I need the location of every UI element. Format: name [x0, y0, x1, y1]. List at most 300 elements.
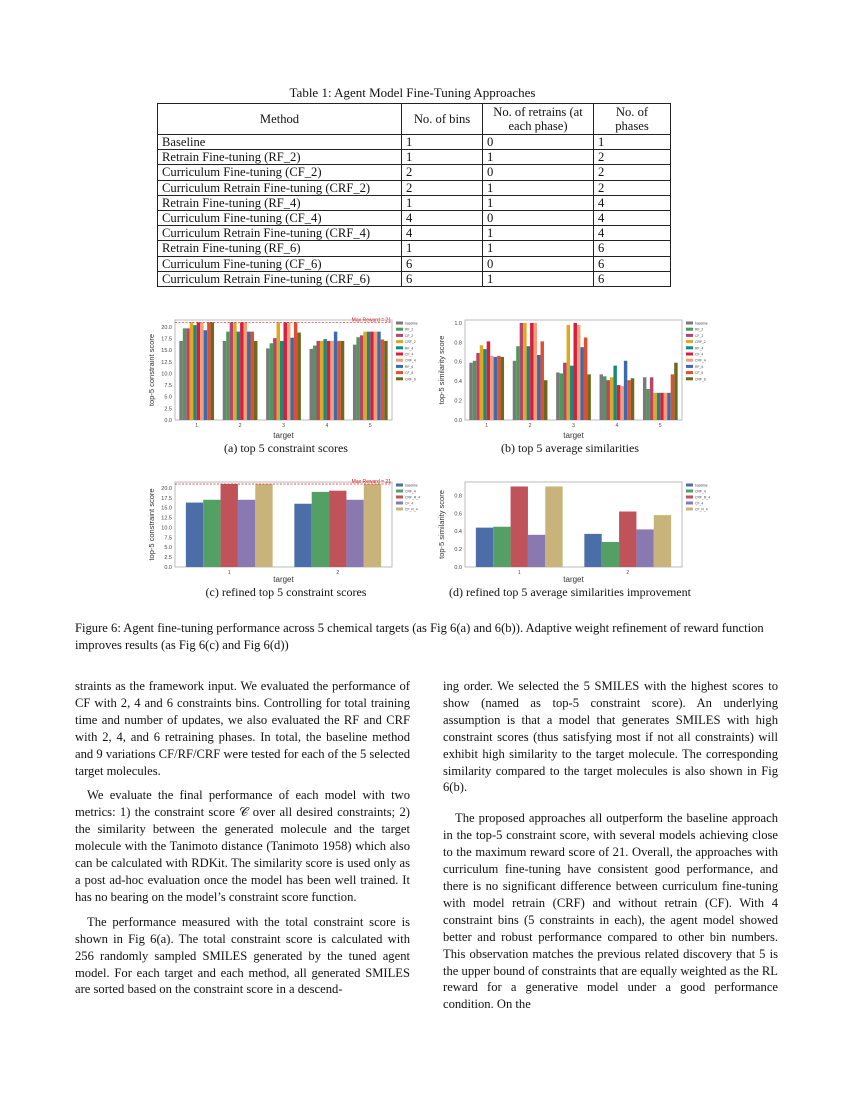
bar-CF_6-target-4	[627, 380, 630, 420]
y-axis-label: top-5 similarity score	[437, 490, 446, 559]
y-tick-label: 0.0	[454, 565, 462, 571]
legend-label: CF_4	[405, 501, 414, 506]
legend-swatch	[396, 353, 403, 356]
table-cell: 1	[483, 150, 594, 165]
table-cell: 1	[483, 226, 594, 241]
bar-CF_6-target-5	[671, 374, 674, 420]
bar-CF_4-target-2	[636, 529, 653, 567]
y-tick-label: 2.5	[164, 555, 172, 562]
chart-c-refined-constraint	[140, 474, 430, 586]
y-tick-label: 10.0	[161, 525, 172, 532]
table-cell: 0	[483, 211, 594, 226]
subcaption-d: (d) refined top 5 average similarities improvement	[449, 585, 691, 599]
x-tick-label: 2	[238, 423, 242, 429]
legend-swatch	[686, 346, 693, 349]
bar-CF_2-target-2	[520, 323, 523, 420]
y-tick-label: 5.0	[164, 545, 172, 552]
legend-label: baseline	[405, 321, 418, 326]
legend-swatch	[686, 484, 693, 487]
table-cell: 2	[594, 150, 671, 165]
bar-RF_2-target-3	[560, 373, 563, 420]
table-row	[158, 150, 671, 165]
table-cell: 1	[402, 241, 483, 256]
chart-a-constraint-scores	[140, 312, 430, 447]
table-cell: Baseline	[158, 135, 402, 150]
bar-CRF_R_4-target-2	[619, 512, 636, 567]
legend-label: RF_6	[405, 364, 414, 369]
table-cell: 4	[594, 211, 671, 226]
paragraph: straints as the framework input. We evaluated the performance of CF with 2, 4 and 6 constraints bins. Controlling for total training time and number of updates, we also evaluated the RF and CRF with 2, 4, and 6 retraining phases. In total, the baseline method and 9 variations CF/RF/CRF were tested for each of the 5 selected target molecules.	[75, 679, 410, 778]
bar-RF_6-target-3	[580, 347, 583, 420]
y-tick-label: 2.5	[164, 406, 172, 413]
bar-RF_4-target-5	[367, 332, 370, 420]
legend-swatch	[396, 508, 403, 511]
max-reward-label: Max Reward = 21	[351, 478, 391, 485]
legend-swatch	[396, 484, 403, 487]
bar-CF_4-target-3	[284, 322, 287, 420]
table-cell: Curriculum Fine-tuning (CF_4)	[158, 211, 402, 226]
bar-baseline-target-2	[223, 341, 226, 420]
legend-label: CF_6	[695, 371, 704, 376]
bar-RF_2-target-4	[313, 346, 316, 420]
legend-label: CF_R_4	[695, 507, 708, 512]
table-cell: 1	[402, 195, 483, 210]
left-column	[75, 678, 410, 1006]
table-cell: Curriculum Retrain Fine-tuning (CRF_4)	[158, 226, 402, 241]
y-tick-label: 0.8	[454, 340, 462, 347]
bar-baseline-target-1	[476, 528, 493, 567]
table-row	[158, 211, 671, 226]
legend-swatch	[686, 490, 693, 493]
bar-CF_2-target-1	[476, 353, 479, 420]
legend-label: CF_4	[405, 352, 414, 357]
bar-baseline-target-5	[353, 345, 356, 420]
bar-RF_6-target-1	[494, 357, 497, 420]
bar-CF_4-target-5	[370, 332, 373, 420]
legend-swatch	[686, 365, 693, 368]
legend-swatch	[686, 328, 693, 331]
y-axis-label: top-5 constraint score	[147, 488, 156, 561]
bar-CF_4-target-1	[197, 322, 200, 420]
legend-swatch	[396, 322, 403, 325]
table-cell: Curriculum Retrain Fine-tuning (CRF_2)	[158, 180, 402, 195]
bar-CRF_2-target-5	[653, 393, 656, 420]
legend-swatch	[686, 508, 693, 511]
legend-label: CRF_4	[405, 358, 416, 363]
legend-swatch	[396, 359, 403, 362]
bar-CRF_4-target-1	[200, 322, 203, 420]
figure-caption: Figure 6: Agent fine-tuning performance across 5 chemical targets (as Fig 6(a) and 6(b)). Adaptive weight refinement of reward function improves results (as Fig 6(c) and Fig 6(d))	[75, 621, 764, 652]
bar-RF_6-target-2	[247, 332, 250, 420]
bar-CRF_6-target-4	[631, 378, 634, 420]
bar-CF_R_4-target-2	[364, 484, 381, 567]
bar-RF_2-target-1	[183, 328, 186, 420]
header-phases: No. of phases	[594, 104, 671, 135]
bar-CF_R_4-target-2	[654, 515, 671, 567]
table-cell: 1	[594, 135, 671, 150]
table-row	[158, 241, 671, 256]
bar-CRF_4-target-5	[374, 332, 377, 420]
bar-RF_6-target-4	[334, 332, 337, 420]
y-tick-label: 0.6	[454, 511, 462, 518]
bar-CRF_6-target-2	[544, 380, 547, 420]
y-tick-label: 0.4	[454, 529, 462, 536]
subcaption-b: (b) top 5 average similarities	[501, 441, 639, 455]
legend-label: CF_6	[405, 371, 414, 376]
bar-CRF_4-target-2	[602, 542, 619, 567]
table-cell: 1	[483, 271, 594, 286]
table-cell: Curriculum Fine-tuning (CF_6)	[158, 256, 402, 271]
bar-CF_2-target-3	[563, 363, 566, 420]
bar-CF_4-target-2	[530, 323, 533, 420]
table-cell: 6	[402, 271, 483, 286]
y-tick-label: 20.0	[161, 485, 172, 492]
y-tick-label: 12.5	[161, 515, 172, 522]
legend-swatch	[396, 365, 403, 368]
bar-CRF_4-target-3	[287, 322, 290, 420]
bar-CRF_4-target-4	[330, 341, 333, 420]
table-cell: Curriculum Fine-tuning (CF_2)	[158, 165, 402, 180]
y-tick-label: 7.5	[164, 535, 172, 542]
y-tick-label: 0.6	[454, 359, 462, 366]
legend-swatch	[396, 340, 403, 343]
bar-RF_2-target-2	[516, 346, 519, 420]
bar-CF_4-target-5	[660, 393, 663, 420]
bar-CRF_6-target-2	[254, 341, 257, 420]
chart-d-refined-similarity	[430, 474, 720, 586]
bar-CRF_2-target-2	[523, 323, 526, 420]
table-cell: 2	[402, 180, 483, 195]
table-cell: 6	[594, 271, 671, 286]
bar-CF_6-target-3	[294, 322, 297, 420]
bar-CF_2-target-5	[360, 335, 363, 420]
chart-b-similarities	[430, 312, 720, 447]
y-tick-label: 5.0	[164, 394, 172, 401]
bar-CRF_R_4-target-1	[221, 484, 238, 567]
table-cell: 2	[594, 165, 671, 180]
table-cell: Retrain Fine-tuning (RF_4)	[158, 195, 402, 210]
bar-CRF_R_4-target-2	[329, 491, 346, 567]
legend-swatch	[686, 359, 693, 362]
table-cell: 1	[483, 195, 594, 210]
header-method: Method	[158, 104, 402, 135]
bar-CRF_2-target-3	[567, 325, 570, 420]
y-tick-label: 15.0	[161, 505, 172, 512]
y-tick-label: 12.5	[161, 359, 172, 366]
legend-swatch	[686, 496, 693, 499]
legend-swatch	[686, 322, 693, 325]
x-axis-label: target	[273, 431, 294, 440]
x-tick-label: 1	[195, 423, 199, 429]
bar-CRF_4-target-2	[534, 323, 537, 420]
bar-CRF_6-target-3	[587, 374, 590, 420]
bar-RF_6-target-1	[204, 330, 207, 420]
bar-CRF_4-target-1	[493, 527, 510, 567]
bar-RF_4-target-2	[527, 346, 530, 420]
legend-label: CRF_2	[695, 340, 706, 345]
paragraph: We evaluate the final performance of each model with two metrics: 1) the constraint score 𝒞 over all desired constraints; 2) the similarity between the generated molecule and the target molecule with the Tanimoto distance (Tanimoto 1958) which also can be calculated with RDKit. The similarity score is used only as a post ad-hoc evaluation once the model has been well trained. It has no bearing on the model’s constraint score function.	[75, 788, 410, 904]
y-tick-label: 17.5	[161, 336, 172, 343]
legend-swatch	[396, 371, 403, 374]
y-tick-label: 15.0	[161, 348, 172, 355]
bar-RF_4-target-3	[570, 366, 573, 420]
legend-label: baseline	[405, 483, 418, 488]
legend-label: RF_4	[695, 346, 704, 351]
paragraph: ing order. We selected the 5 SMILES with the highest scores to show (named as top-5 constraint score). An underlying assumption is that a model that generates SMILES with high constraint scores (thus satisfying most if not all constraints) will exhibit high similarity to the target molecule. The corresponding similarity compared to the target molecules is also shown in Fig 6(b).	[443, 679, 778, 795]
paragraph: The proposed approaches all outperform the baseline approach in the top-5 constraint score, with several models achieving close to the maximum reward score of 21. Overall, the approaches with curriculum fine-tuning have consistent good performance, and there is no significant difference between curriculum fine-tuning with model retrain (CRF) and without retrain (CF). With 4 constraint bins (5 constraints in each), the agent model showed better and robust performance compared to other bin numbers. This observation matches the previous related discovery that 5 is the upper bound of constraints that are equally weighted as the RL reward for a generative model under a good performance condition. On the	[443, 811, 778, 1012]
y-tick-label: 0.8	[454, 493, 462, 500]
bar-RF_4-target-3	[280, 341, 283, 420]
y-axis-label: top-5 constraint score	[147, 333, 156, 407]
legend-label: CF_4	[695, 501, 704, 506]
table-cell: Retrain Fine-tuning (RF_2)	[158, 150, 402, 165]
bar-CF_2-target-4	[606, 380, 609, 420]
legend-label: CRF_4	[695, 358, 706, 363]
x-tick-label: 3	[572, 423, 575, 429]
y-axis-label: top-5 similarity score	[437, 335, 446, 405]
table-cell: 1	[402, 135, 483, 150]
bar-CRF_6-target-1	[501, 357, 504, 420]
bar-CF_6-target-2	[541, 341, 544, 420]
legend-label: RF_4	[405, 346, 414, 351]
legend-swatch	[396, 334, 403, 337]
bar-baseline-target-3	[556, 372, 559, 420]
bar-baseline-target-2	[513, 361, 516, 420]
bar-CF_4-target-1	[487, 341, 490, 420]
bar-CF_2-target-2	[230, 322, 233, 420]
legend-swatch	[396, 377, 403, 380]
bar-CRF_4-target-1	[203, 500, 220, 567]
bar-CRF_2-target-5	[363, 332, 366, 420]
bar-RF_6-target-5	[377, 332, 380, 420]
bar-CF_4-target-4	[327, 341, 330, 420]
table-cell: 6	[594, 241, 671, 256]
table-cell: 0	[483, 135, 594, 150]
table-cell: Curriculum Retrain Fine-tuning (CRF_6)	[158, 271, 402, 286]
x-tick-label: 2	[528, 423, 532, 429]
bar-baseline-target-3	[266, 348, 269, 420]
legend-swatch	[686, 334, 693, 337]
bar-CRF_6-target-5	[674, 363, 677, 420]
x-tick-label: 5	[368, 423, 372, 429]
legend-label: CRF_6	[405, 377, 416, 382]
y-tick-label: 0.0	[164, 418, 172, 424]
bar-CF_R_4-target-1	[255, 484, 272, 567]
bar-CF_6-target-1	[497, 356, 500, 420]
bar-CF_4-target-1	[528, 535, 545, 567]
bar-CRF_4-target-3	[577, 325, 580, 420]
bar-CF_2-target-5	[650, 377, 653, 420]
bar-CF_6-target-5	[381, 340, 384, 420]
header-retrains: No. of retrains (at each phase)	[483, 104, 594, 135]
bar-CF_4-target-2	[346, 500, 363, 567]
bar-RF_4-target-1	[483, 349, 486, 420]
bar-RF_4-target-5	[657, 393, 660, 420]
x-axis-label: target	[273, 575, 294, 584]
legend-swatch	[686, 377, 693, 380]
legend-swatch	[396, 502, 403, 505]
legend-label: CF_2	[405, 333, 414, 338]
bar-CRF_4-target-1	[490, 356, 493, 420]
legend-label: CF_4	[695, 352, 704, 357]
y-tick-label: 7.5	[164, 383, 172, 390]
bar-baseline-target-5	[643, 377, 646, 420]
bar-RF_4-target-4	[613, 366, 616, 420]
bar-CF_6-target-3	[584, 337, 587, 420]
bar-CRF_2-target-1	[190, 322, 193, 420]
legend-swatch	[686, 353, 693, 356]
bar-CRF_4-target-2	[244, 322, 247, 420]
legend-label: RF_6	[695, 364, 704, 369]
legend-label: CRF_2	[405, 340, 416, 345]
table-cell: 0	[483, 165, 594, 180]
bar-CF_4-target-3	[574, 323, 577, 420]
legend-swatch	[396, 496, 403, 499]
x-axis-label: target	[563, 431, 584, 440]
bar-CF_6-target-2	[251, 332, 254, 420]
bar-RF_4-target-1	[193, 325, 196, 420]
legend-label: CRF_6	[695, 377, 706, 382]
bar-CF_4-target-4	[617, 385, 620, 420]
bar-CRF_4-target-2	[312, 492, 329, 567]
y-tick-label: 20.0	[161, 324, 172, 331]
bar-CRF_2-target-1	[480, 345, 483, 420]
bar-CF_2-target-1	[186, 328, 189, 420]
table-row	[158, 180, 671, 195]
table-cell: 2	[402, 165, 483, 180]
table-row	[158, 226, 671, 241]
table-cell: 1	[402, 150, 483, 165]
legend-label: CRF_4	[695, 489, 706, 494]
legend-swatch	[396, 328, 403, 331]
bar-baseline-target-4	[310, 349, 313, 420]
legend-swatch	[686, 371, 693, 374]
table-row	[158, 256, 671, 271]
legend-label: baseline	[695, 321, 708, 326]
bar-RF_2-target-5	[356, 337, 359, 420]
table-cell: 6	[594, 256, 671, 271]
legend-label: RF_2	[405, 327, 414, 332]
bar-CF_R_4-target-1	[545, 486, 562, 567]
bar-baseline-target-2	[294, 504, 311, 567]
y-tick-label: 0.2	[454, 398, 462, 405]
legend-label: CRF_4	[405, 489, 416, 494]
y-tick-label: 0.0	[454, 418, 462, 424]
max-reward-label: Max Reward = 21	[351, 317, 391, 324]
y-tick-label: 1.0	[454, 320, 462, 327]
bar-RF_6-target-5	[667, 393, 670, 420]
y-tick-label: 0.0	[164, 565, 172, 571]
legend-swatch	[686, 340, 693, 343]
bar-RF_2-target-2	[226, 332, 229, 420]
fine-tuning-table	[157, 103, 671, 287]
bar-RF_6-target-3	[290, 338, 293, 420]
table-cell: 1	[483, 241, 594, 256]
legend-label: CF_2	[695, 333, 704, 338]
bar-CRF_2-target-4	[320, 341, 323, 420]
bar-CRF_6-target-4	[341, 341, 344, 420]
table-cell: 1	[483, 180, 594, 195]
bar-CF_2-target-3	[273, 338, 276, 420]
legend-label: RF_2	[695, 327, 704, 332]
bar-baseline-target-1	[469, 363, 472, 420]
table-row	[158, 195, 671, 210]
bar-CRF_2-target-3	[277, 322, 280, 420]
x-tick-label: 3	[282, 423, 285, 429]
table-cell: 2	[594, 180, 671, 195]
table-row	[158, 165, 671, 180]
legend-swatch	[686, 502, 693, 505]
header-bins: No. of bins	[402, 104, 483, 135]
bar-CRF_4-target-4	[620, 386, 623, 420]
bar-RF_2-target-3	[270, 343, 273, 420]
y-tick-label: 17.5	[161, 495, 172, 502]
paragraph: The performance measured with the total constraint score is shown in Fig 6(a). The total constraint score is calculated with 256 randomly sampled SMILES generated by the tuned agent model. For each target and each method, all generated SMILES are sorted based on the constraint score in a descend-	[75, 914, 410, 997]
bar-CRF_4-target-5	[664, 393, 667, 420]
x-tick-label: 2	[626, 570, 630, 576]
right-column	[443, 678, 778, 1021]
bar-CRF_2-target-2	[233, 322, 236, 420]
bar-CRF_R_4-target-1	[511, 486, 528, 567]
bar-CRF_6-target-1	[211, 322, 214, 420]
y-tick-label: 0.4	[454, 379, 462, 386]
bar-CRF_6-target-5	[384, 341, 387, 420]
x-axis-label: target	[563, 575, 584, 584]
x-tick-label: 1	[485, 423, 489, 429]
table-cell: 0	[483, 256, 594, 271]
bar-RF_6-target-2	[537, 355, 540, 420]
table-cell: Retrain Fine-tuning (RF_6)	[158, 241, 402, 256]
legend-swatch	[396, 346, 403, 349]
legend-label: CRF_R_4	[405, 495, 421, 500]
bar-CF_4-target-1	[238, 500, 255, 567]
bar-CF_6-target-4	[337, 341, 340, 420]
x-tick-label: 1	[517, 570, 521, 576]
bar-RF_4-target-4	[323, 339, 326, 420]
bar-baseline-target-2	[584, 534, 601, 567]
bar-CRF_6-target-3	[297, 333, 300, 420]
table-cell: 4	[402, 226, 483, 241]
bar-RF_6-target-4	[624, 361, 627, 420]
x-tick-label: 5	[658, 423, 662, 429]
x-tick-label: 4	[615, 423, 619, 429]
subcaption-a: (a) top 5 constraint scores	[224, 441, 348, 455]
table-row	[158, 271, 671, 286]
legend-label: CRF_R_4	[695, 495, 711, 500]
bar-baseline-target-1	[186, 503, 203, 567]
x-tick-label: 4	[325, 423, 329, 429]
x-tick-label: 1	[227, 570, 231, 576]
y-tick-label: 0.2	[454, 547, 462, 554]
bar-baseline-target-4	[600, 374, 603, 420]
legend-swatch	[396, 490, 403, 493]
table-cell: 4	[594, 195, 671, 210]
bar-RF_2-target-1	[473, 361, 476, 420]
table-cell: 6	[402, 256, 483, 271]
table-row	[158, 135, 671, 150]
bar-baseline-target-1	[179, 341, 182, 420]
bar-CRF_2-target-4	[610, 377, 613, 420]
table-header-row	[158, 104, 671, 135]
table-cell: 4	[402, 211, 483, 226]
bar-CF_4-target-2	[240, 322, 243, 420]
bar-RF_2-target-5	[646, 389, 649, 420]
bar-RF_2-target-4	[603, 376, 606, 420]
table-cell: 4	[594, 226, 671, 241]
x-tick-label: 2	[336, 570, 340, 576]
legend-label: baseline	[695, 483, 708, 488]
bar-CF_2-target-4	[316, 341, 319, 420]
